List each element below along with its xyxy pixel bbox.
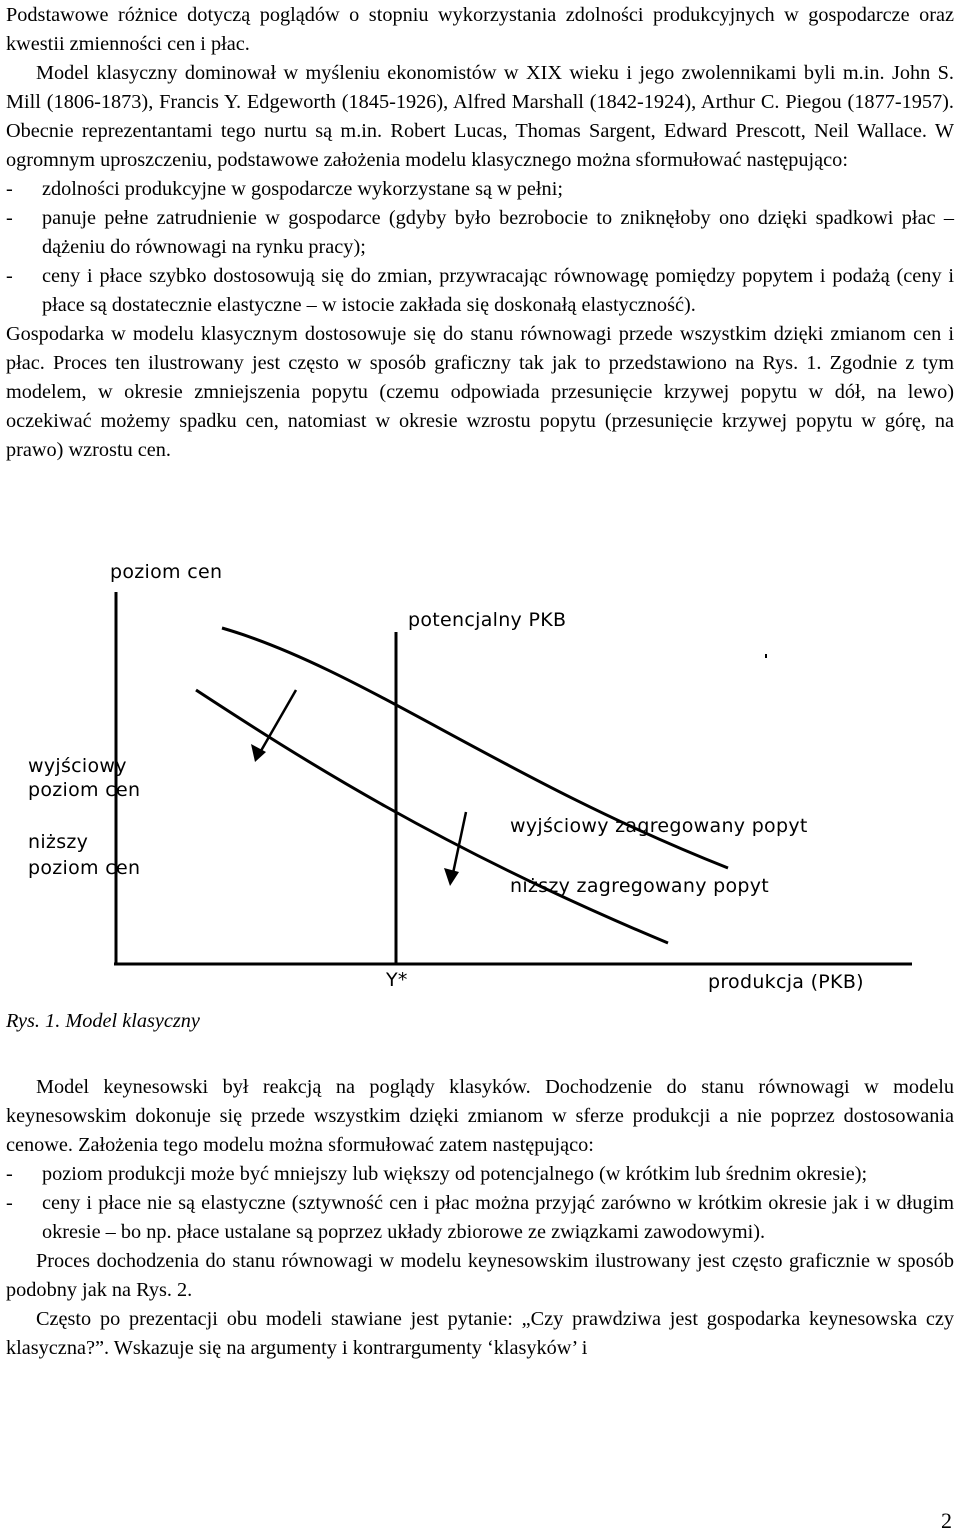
arrow-head-icon — [444, 868, 459, 886]
figure-caption: Rys. 1. Model klasyczny — [6, 1010, 200, 1032]
lower-demand-label: niższy zagregowany popyt — [510, 875, 770, 897]
keynesian-process-paragraph: Proces dochodzenia do stanu równowagi w modelu keynesowskim ilustrowany jest często graficznie w sposób podobny jak na Rys. 2. — [6, 1250, 954, 1301]
lower-price-label: niższy — [28, 831, 89, 853]
x-axis-label: produkcja (PKB) — [708, 971, 864, 993]
initial-price-label: wyjściowy — [28, 755, 127, 777]
classical-model-section — [6, 1, 954, 465]
classical-model-paragraph: Model klasyczny dominował w myśleniu ekonomistów w XIX wieku i jego zwolennikami byli m.in. John S. Mill (1806-1873), Francis Y. Edgeworth (1845-1926), Alfred Marshall (1842-1924), Arthur C. Piegou (1877-1957). Obecnie reprezentantami tego nurtu są m.in. Robert Lucas, Thomas Sargent, Edward Prescott, Neil Wallace. W ogromnym uproszczeniu, podstawowe założenia modelu klasycznego można sformułować następująco: — [6, 62, 954, 171]
list-dash: - — [6, 1192, 13, 1214]
page-number: 2 — [941, 1508, 952, 1533]
shift-arrow-upper — [258, 690, 296, 756]
list-item-text: ceny i płace szybko dostosowują się do zmian, przywracając równowagę pomiędzy popytem i podażą (ceny i płace są dostatecznie elastyczne – w istocie zakłada się doskonałą elastyczność). — [42, 265, 954, 316]
initial-demand-label: wyjściowy zagregowany popyt — [510, 815, 808, 837]
list-dash: - — [6, 265, 13, 287]
classical-adjustment-paragraph: Gospodarka w modelu klasycznym dostosowuje się do stanu równowagi przede wszystkim dzięki zmianom cen i płac. Proces ten ilustrowany jest często w sposób graficzny tak jak to przedstawiono na Rys. 1. Zgodnie z tym modelem, w okresie zmniejszenia popytu (czemu odpowiada przesunięcie krzywej popytu w dół, na lewo) oczekiwać możemy spadku cen, natomiast w okresie wzrostu popytu (przesunięcie krzywej popytu w górę, na prawo) wzrostu cen. — [6, 323, 954, 461]
y-star-label: Y* — [386, 969, 408, 991]
list-item — [6, 1189, 954, 1247]
list-item — [6, 262, 954, 320]
list-dash: - — [6, 1163, 13, 1185]
list-item-text: panuje pełne zatrudnienie w gospodarce (gdyby było bezrobocie to zniknęłoby ono dzięki spadkowi płac – dążeniu do równowagi na rynku pracy); — [42, 207, 954, 258]
list-dash: - — [6, 178, 13, 200]
list-dash: - — [6, 207, 13, 229]
potential-gdp-label: potencjalny PKB — [408, 609, 567, 631]
keynesian-intro-paragraph: Model keynesowski był reakcją na poglądy klasyków. Dochodzenie do stanu równowagi w modelu keynesowskim dokonuje się przede wszystkim dzięki zmianom w sferze produkcji a nie poprzez dostosowania cenowe. Założenia tego modelu można sformułować zatem następująco: — [6, 1076, 954, 1156]
question-paragraph: Często po prezentacji obu modeli stawiane jest pytanie: „Czy prawdziwa jest gospodarka keynesowska czy klasyczna?”. Wskazuje się na argumenty i kontrargumenty ‘klasyków’ i — [6, 1308, 954, 1359]
list-item — [6, 175, 954, 204]
keynesian-model-section — [6, 1073, 954, 1363]
list-item — [6, 204, 954, 262]
list-item-text: poziom produkcji może być mniejszy lub większy od potencjalnego (w krótkim lub średnim okresie); — [42, 1163, 868, 1185]
initial-price-label: poziom cen — [28, 779, 141, 801]
list-item-text: zdolności produkcyjne w gospodarcze wykorzystane są w pełni; — [42, 178, 563, 200]
classical-model-diagram — [0, 548, 960, 1000]
lower-price-label: poziom cen — [28, 857, 141, 879]
list-item — [6, 1160, 954, 1189]
intro-paragraph: Podstawowe różnice dotyczą poglądów o stopniu wykorzystania zdolności produkcyjnych w gospodarcze oraz kwestii zmienności cen i płac. — [6, 4, 954, 55]
y-axis-label: poziom cen — [110, 561, 223, 583]
list-item-text: ceny i płace nie są elastyczne (sztywność cen i płac można przyjąć zarówno w krótkim okresie jak i w długim okresie – bo np. płace ustalane są poprzez układy zbiorowe ze związkami zawodowymi). — [42, 1192, 954, 1243]
